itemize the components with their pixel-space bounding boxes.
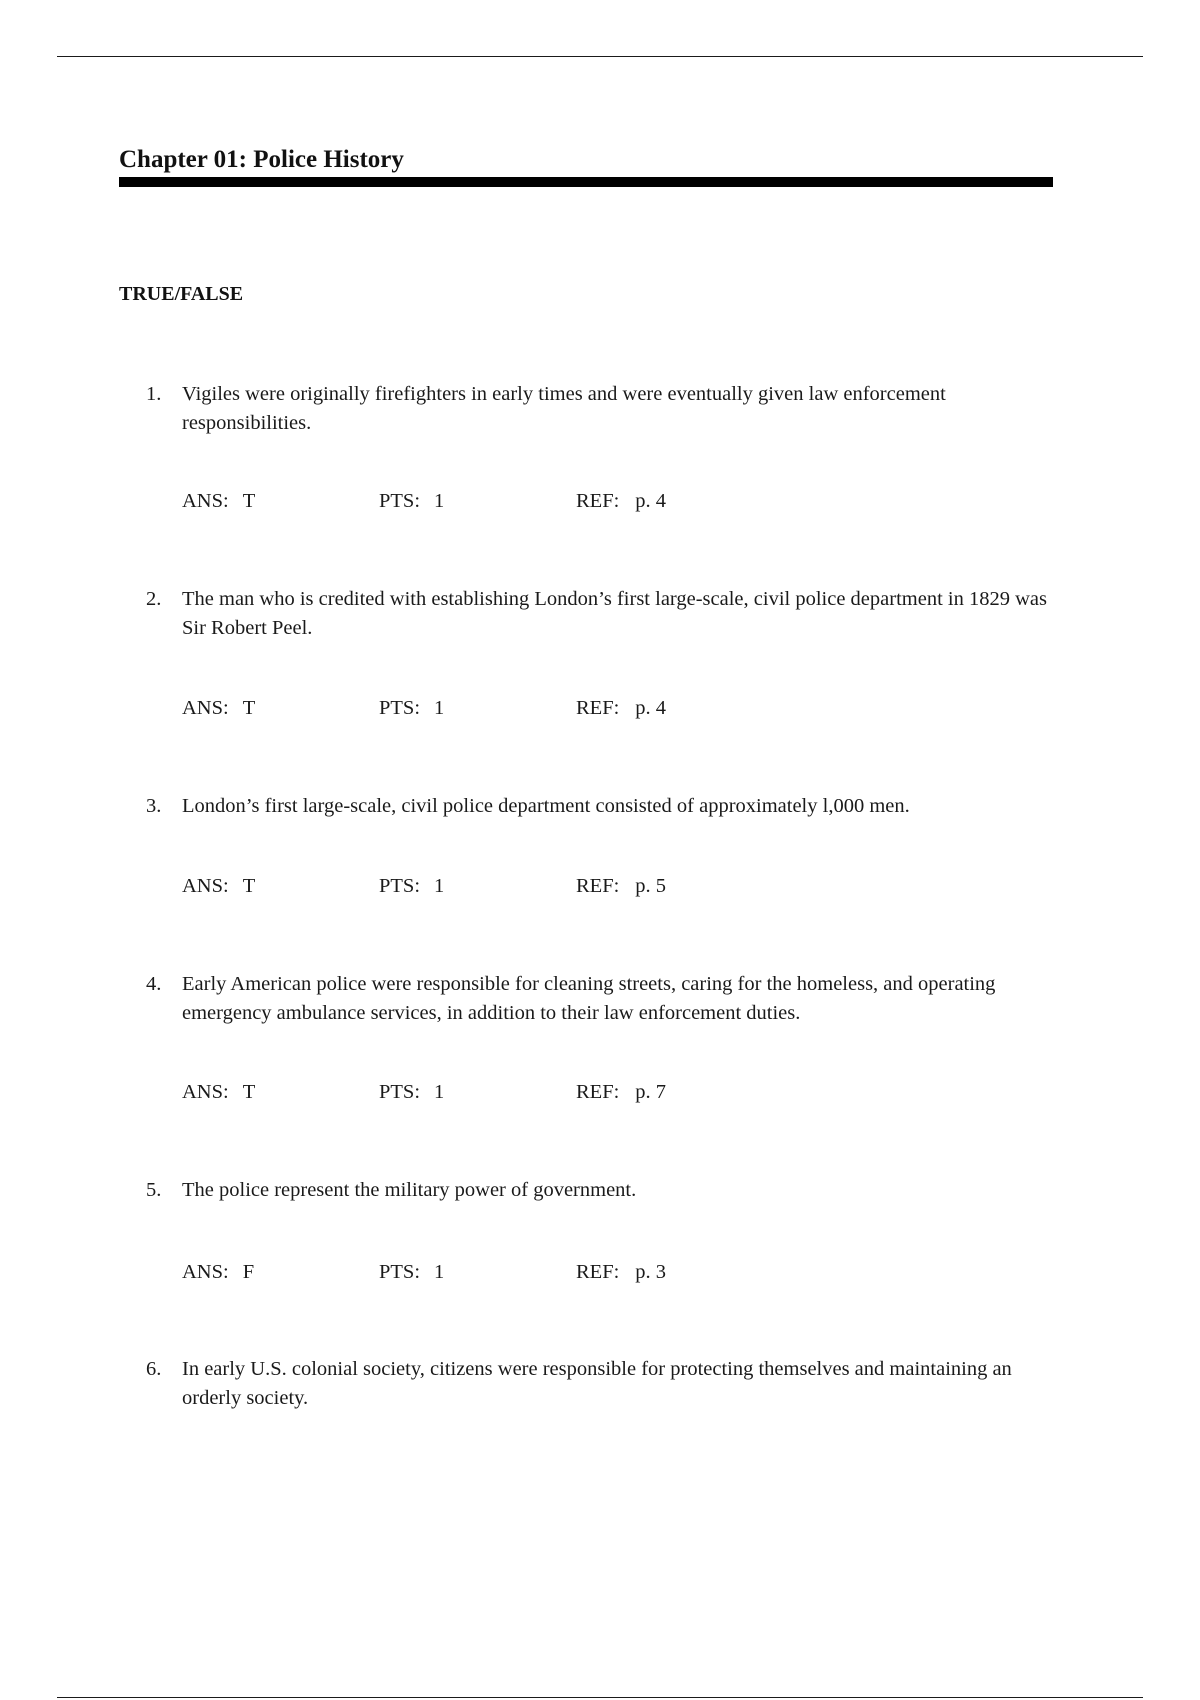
answer-field: ANS: F xyxy=(182,1261,255,1283)
reference-field: REF: p. 5 xyxy=(576,875,667,897)
chapter-title: Chapter 01: Police History xyxy=(119,146,404,173)
question-number: 5. xyxy=(146,1179,162,1201)
answer-value: T xyxy=(242,1081,256,1103)
question-text: In early U.S. colonial society, citizens were responsible for protecting themselves and maintaining an orderly society. xyxy=(182,1358,1012,1409)
title-underline-bar xyxy=(119,177,1053,187)
question-number: 6. xyxy=(146,1358,162,1380)
reference-field: REF: p. 4 xyxy=(576,697,667,719)
question-number: 4. xyxy=(146,973,162,995)
answer-value: T xyxy=(242,697,256,719)
points-field: PTS: 1 xyxy=(379,1081,445,1103)
points-value: 1 xyxy=(434,697,445,719)
question-text: The police represent the military power of government. xyxy=(182,1179,637,1201)
points-value: 1 xyxy=(434,1081,445,1103)
answer-value: F xyxy=(242,1261,255,1283)
question-number: 3. xyxy=(146,795,162,817)
top-rule xyxy=(57,56,1143,57)
reference-value: p. 3 xyxy=(635,1261,667,1283)
question-text: The man who is credited with establishing London’s first large-scale, civil police department in 1829 was Sir Robert Peel. xyxy=(182,588,1047,639)
question-number: 1. xyxy=(146,383,162,405)
reference-value: p. 4 xyxy=(635,490,667,512)
reference-value: p. 5 xyxy=(635,875,667,897)
answer-field: ANS: T xyxy=(182,875,256,897)
answer-value: T xyxy=(242,490,256,512)
question-number: 2. xyxy=(146,588,162,610)
reference-field: REF: p. 4 xyxy=(576,490,667,512)
answer-field: ANS: T xyxy=(182,490,256,512)
question-text: Vigiles were originally firefighters in early times and were eventually given law enforcement responsibilities. xyxy=(182,383,946,434)
question-text: London’s first large-scale, civil police department consisted of approximately l,000 men. xyxy=(182,795,910,817)
section-heading: TRUE/FALSE xyxy=(119,283,244,305)
answer-value: T xyxy=(242,875,256,897)
answer-field: ANS: T xyxy=(182,697,256,719)
points-field: PTS: 1 xyxy=(379,875,445,897)
reference-field: REF: p. 3 xyxy=(576,1261,667,1283)
points-field: PTS: 1 xyxy=(379,490,445,512)
points-field: PTS: 1 xyxy=(379,697,445,719)
points-value: 1 xyxy=(434,490,445,512)
question-text: Early American police were responsible for cleaning streets, caring for the homeless, and operating emergency ambulance services, in addition to their law enforcement duties. xyxy=(182,973,996,1024)
answer-field: ANS: T xyxy=(182,1081,256,1103)
reference-field: REF: p. 7 xyxy=(576,1081,667,1103)
points-field: PTS: 1 xyxy=(379,1261,445,1283)
reference-value: p. 7 xyxy=(635,1081,667,1103)
reference-value: p. 4 xyxy=(635,697,667,719)
points-value: 1 xyxy=(434,875,445,897)
points-value: 1 xyxy=(434,1261,445,1283)
bottom-rule xyxy=(57,1697,1143,1698)
